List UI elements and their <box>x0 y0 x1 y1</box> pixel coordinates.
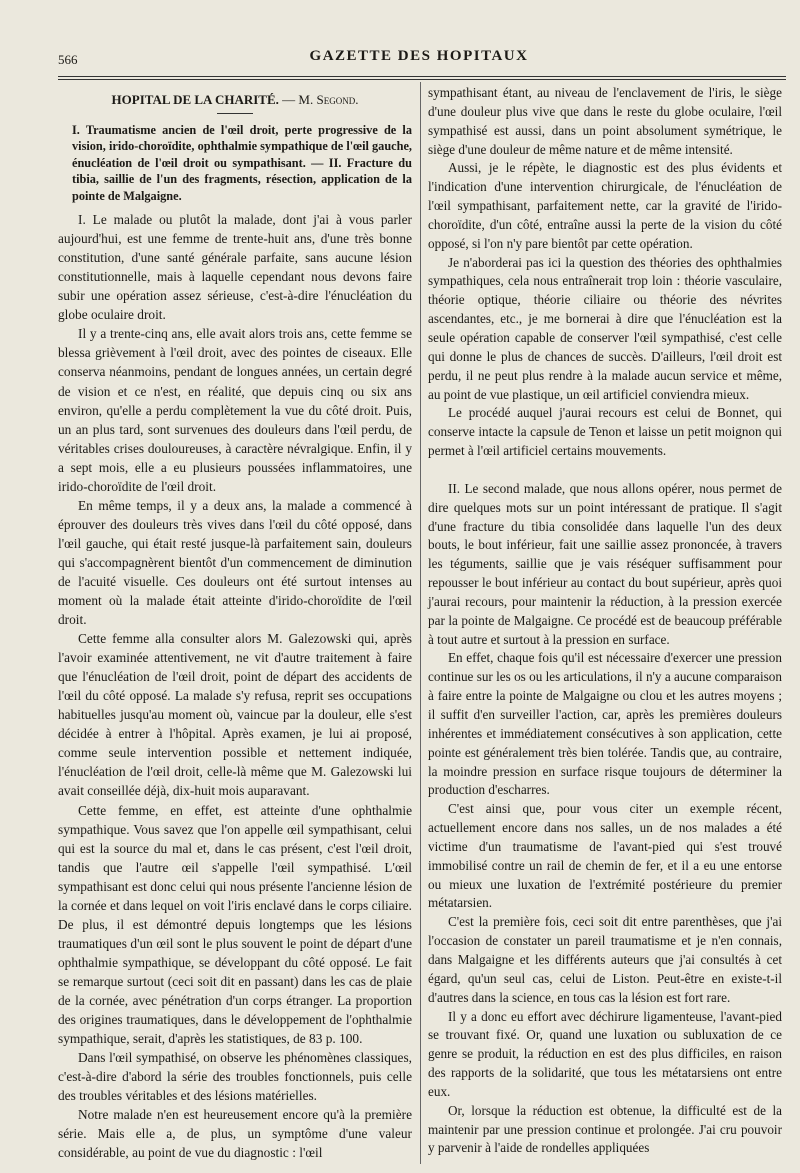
hospital-name: HOPITAL DE LA CHARITÉ. <box>111 92 279 107</box>
paragraph: Notre malade n'en est heureusement encore qu'à la première série. Mais elle a, de plus, un symptôme d'une valeur considérable, au point de vue du diagnostic : l'œil <box>58 1107 412 1161</box>
paragraph: Il y a donc eu effort avec déchirure ligamenteuse, l'avant-pied se trouvant fixé. Or, quand une luxation ou subluxation de ce genre se produit, la réduction en est des plus difficiles, en raison des rapports de la solidarité, que tous les métatarsiens ont entre eux. <box>428 1008 782 1099</box>
page-header <box>58 40 780 70</box>
paragraph: Il y a trente-cinq ans, elle avait alors trois ans, cette femme se blessa grièvement à l'œil droit, avec des pointes de ciseaux. Elle conserva néanmoins, pendant de longues années, un certain degré de vision et ce n'est, en réalité, que depuis cinq ou six ans environ, qu'elle a perdu complètement la vue du côté droit. Puis, un an plus tard, sont survenues des douleurs dans l'œil perdu, de véritables crises douloureuses, à caractère névralgique. Enfin, il y a sept mois, elle a eu plusieurs poussées inflammatoires, une irido-choroïdite de l'œil droit. <box>58 326 412 494</box>
column-divider <box>420 82 421 1164</box>
paragraph: Aussi, je le répète, le diagnostic est des plus évidents et l'indication d'une intervention chirurgicale, de l'énucléation de l'œil sympathisant, parfaitement nette, car la gravité de l'irido-choroïdite, d'un côté, entraîne aussi la perte de la vision du côté opposé, si l'on n'y pare bientôt par cette opération. <box>428 160 782 251</box>
header-rule-double <box>58 79 786 80</box>
right-column <box>428 84 782 1158</box>
paragraph: Cette femme, en effet, est atteinte d'une ophthalmie sympathique. Vous savez que l'on appelle œil sympathisant, celui qui est la source du mal et, dans le cas présent, c'est l'œil droit, tandis que l'autre œil s'appelle l'œil sympathisé. L'œil sympathisant est donc celui qui nous présente l'ancienne lésion de la cornée et dans lequel on voit l'iris enclavé dans le corps ciliaire. De plus, il est démontré depuis longtemps que les lésions traumatiques d'un œil sont le plus souvent le point de départ d'une ophthalmie sympathique, se développant du côté opposé. Le fait se remarque surtout (ceci soit dit en passant) dans les cas de plaie de la cornée, avec pénétration d'un corps étranger. La proportion des origines traumatiques, dans le développement de l'ophthalmie sympathique, serait, d'après les statistiques, de 83 p. 100. <box>58 802 412 1047</box>
header-rule <box>58 76 786 77</box>
section-gap <box>428 461 782 480</box>
paragraph: Je n'aborderai pas ici la question des théories des ophthalmies sympathiques, cela nous entraînerait trop loin : théorie vasculaire, théorie optique, théorie ciliaire ou théorie des névrites ascendantes, etc., je me bornerai à dire que l'énucléation est la seule opération capable de conserver l'œil sympathisé, c'est celle qui donne le plus de chances de succès. D'ailleurs, l'œil droit est perdu, il ne peut plus rendre à la malade aucun service et même, au point de vue plastique, un œil artificiel conviendra mieux. <box>428 254 782 402</box>
paragraph: Cette femme alla consulter alors M. Galezowski qui, après l'avoir examinée attentivement, ne vit d'autre traitement à faire que l'énucléation de l'œil droit, point de départ des accidents de l'œil du côté opposé. La malade s'y refusa, reprit ses occupations habituelles jusqu'au moment où, vaincue par la douleur, elle s'est décidée à entrer à l'hôpital. Après examen, je lui ai proposé, comme seule intervention possible et nettement indiquée, l'énucléation de l'œil droit, celle-là même que M. Galezowski lui avait conseillée déjà, dix-huit mois auparavant. <box>58 631 412 799</box>
paragraph: I. Le malade ou plutôt la malade, dont j'ai à vous parler aujourd'hui, est une femme de trente-huit ans, d'une très bonne constitution, d'une santé générale parfaite, sans aucune lésion constitutionnelle, mais à laquelle cependant nous devons faire subir une opération assez sérieuse, c'est-à-dire l'énucléation du globe oculaire droit. <box>58 212 412 323</box>
section-author: — M. Segond. <box>282 92 359 107</box>
article-summary: I. Traumatisme ancien de l'œil droit, perte progressive de la vision, irido-choroïdite, ophthalmie sympathique de l'œil gauche, énucléation de l'œil droit ou sympathisant. — II. Fracture du tibia, saillie de l'un des fragments, résection, application de la pointe de Malgaigne. <box>72 123 412 203</box>
title-rule <box>217 113 253 114</box>
paragraph: En effet, chaque fois qu'il est nécessaire d'exercer une pression continue sur les os ou les articulations, il n'y a aucune comparaison à faire entre la pointe de Malgaigne ou clou et les autres moyens ; il suffit d'en surveiller l'action, car, après les premières douleurs inhérentes et immédiatement consécutives à son application, cette pointe est généralement très bien tolérée. Tandis que, au contraire, la moindre pression en surface risque toujours de déterminer la production d'escharres. <box>428 650 782 798</box>
paragraph: sympathisant étant, au niveau de l'enclavement de l'iris, le siège d'une douleur plus vive que dans le reste du globe oculaire, l'œil sympathisé est aussi, dans un point absolument symétrique, le siège d'une douleur de même nature et de même intensité. <box>428 85 782 157</box>
paragraph: C'est ainsi que, pour vous citer un exemple récent, actuellement encore dans nos salles, un de nos malades a été victime d'un traumatisme de l'avant-pied qui s'est trouvé immobilisé contre un rail de chemin de fer, et il a eu une entorse ou mieux une luxation de l'extrémité postérieure du premier métatarsien. <box>428 801 782 911</box>
left-column <box>58 90 412 1162</box>
page-number: 566 <box>58 52 78 67</box>
paragraph: Le procédé auquel j'aurai recours est celui de Bonnet, qui conserve intacte la capsule de Tenon et laisse un petit moignon qui permet à l'œil artificiel certains mouvements. <box>428 405 782 459</box>
journal-title: GAZETTE DES HOPITAUX <box>309 48 529 64</box>
paragraph: C'est la première fois, ceci soit dit entre parenthèses, que j'ai l'occasion de constater un pareil traumatisme et je n'en connais, dans Malgaigne et les différents auteurs que j'ai consultés à cet égard, qu'un seul cas, celui de Liston. Peut-être en existe-t-il d'autres dans la science, en tous cas la lésion est fort rare. <box>428 914 782 1005</box>
paragraph: En même temps, il y a deux ans, la malade a commencé à éprouver des douleurs très vives dans l'œil du côté opposé, dans l'œil gauche, qui était resté jusque-là parfaitement sain, douleurs qui s'accompagnèrent bientôt d'un commencement de diminution de l'acuité visuelle. Ces douleurs ont été surtout intenses au moment où la malade était atteinte d'irido-choroïdite de l'œil droit. <box>58 497 412 628</box>
paragraph: II. Le second malade, que nous allons opérer, nous permet de dire quelques mots sur un point intéressant de pratique. Il s'agit d'une fracture du tibia consolidée dans laquelle l'un des deux bouts, le bout inférieur, fait une saillie assez prononcée, à travers les téguments, saillie que je vais réséquer suffisamment pour repousser le bout inférieur au contact du bout supérieur, après quoi j'aurai recours, pour maintenir la réduction, à la pression exercée par la pointe de Malgaigne. Ce procédé est de beaucoup préférable à tout autre et surtout à la pression en surface. <box>428 480 782 647</box>
section-title <box>58 90 412 109</box>
paragraph: Or, lorsque la réduction est obtenue, la difficulté est de la maintenir par une pression continue et prolongée. J'ai cru pouvoir y parvenir à l'aide de rondelles appliquées <box>428 1102 782 1156</box>
paragraph: Dans l'œil sympathisé, on observe les phénomènes classiques, c'est-à-dire d'abord la série des troubles fonctionnels, puis celle des troubles véritables et des lésions matérielles. <box>58 1050 412 1104</box>
